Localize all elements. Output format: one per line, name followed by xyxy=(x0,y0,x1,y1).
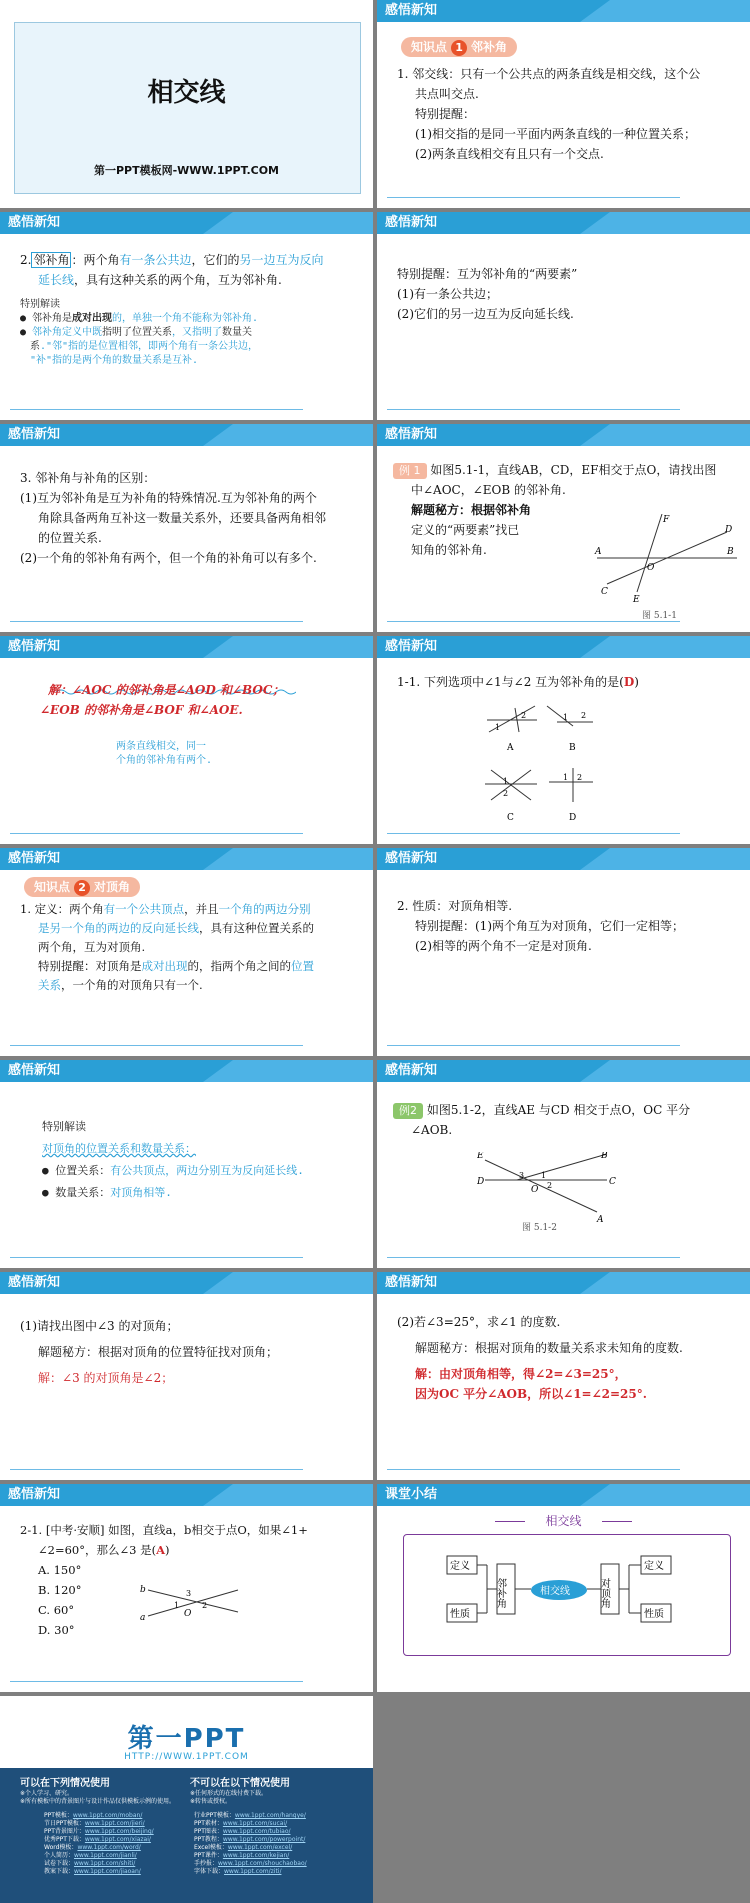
footer-link-row[interactable] xyxy=(194,1844,307,1852)
footer-link-row[interactable] xyxy=(194,1828,307,1836)
slide-header: 感悟新知 xyxy=(0,636,373,658)
footer-panel xyxy=(0,1696,373,1903)
svg-text:对顶角: 对顶角 xyxy=(598,1578,610,1608)
knowledge-tag: 知识点 2 对顶角 xyxy=(24,876,140,897)
svg-text:1: 1 xyxy=(541,1171,547,1180)
example-badge: 例2 xyxy=(393,1103,423,1119)
footer-link[interactable]: www.1ppt.com/sucai/ xyxy=(222,1820,288,1827)
bottom-line xyxy=(10,621,303,622)
svg-text:2: 2 xyxy=(547,1181,553,1190)
bottom-line xyxy=(387,833,680,834)
svg-text:定义: 定义 xyxy=(644,1561,664,1572)
footer-link[interactable]: www.1ppt.com/ziti/ xyxy=(224,1868,282,1875)
svg-text:3: 3 xyxy=(519,1171,525,1180)
point-label: F xyxy=(663,515,670,525)
footer-link-row[interactable] xyxy=(44,1820,154,1828)
slide-header: 课堂小结 xyxy=(377,1484,750,1506)
footer-link-label: 手抄报： xyxy=(194,1860,219,1867)
slide-15[interactable] xyxy=(0,1484,373,1692)
figure-5-1-1 xyxy=(587,514,747,624)
footer-link[interactable]: www.1ppt.com/powerpoint/ xyxy=(222,1836,306,1843)
svg-text:1: 1 xyxy=(495,723,501,732)
footer-link-label: 优秀PPT下载： xyxy=(44,1836,85,1843)
slide-6-body: 例 1 如图5.1-1，直线AB，CD，EF相交于点O，请找出图 中∠AOC，∠EOB 的邻补角. 解题秘方：根据邻补角 定义的“两要素”找已 知角的邻补角. xyxy=(393,460,736,560)
footer-link-label: Word模板： xyxy=(44,1844,78,1851)
slide-14[interactable] xyxy=(377,1272,750,1480)
point-label: O xyxy=(531,1185,539,1195)
summary-title: 相交线 xyxy=(377,1512,750,1529)
slide-10-body: 2. 性质：对顶角相等. 特别提醒：(1)两个角互为对顶角，它们一定相等； (2)相等的两个角不一定是对顶角. xyxy=(397,899,684,953)
footer-link[interactable]: www.1ppt.com/shouchaobao/ xyxy=(218,1860,307,1867)
slide-4[interactable] xyxy=(377,212,750,420)
figure-2-1 xyxy=(138,1580,248,1630)
point-label: C xyxy=(609,1177,616,1187)
footer-logo: 第一PPT xyxy=(127,1724,246,1754)
option-label: D xyxy=(569,813,577,823)
slide-header: 感悟新知 xyxy=(0,1060,373,1082)
footer-link[interactable]: www.1ppt.com/jianli/ xyxy=(74,1852,137,1859)
slide-header: 感悟新知 xyxy=(0,424,373,446)
svg-text:a: a xyxy=(140,1613,146,1623)
option-label: C xyxy=(507,813,514,823)
footer-link-label: PPT教程： xyxy=(194,1836,223,1843)
footer-link[interactable]: www.1ppt.com/shiti/ xyxy=(74,1860,136,1867)
footer-link[interactable]: www.1ppt.com/tubiao/ xyxy=(222,1828,291,1835)
footer-links-right xyxy=(194,1812,307,1876)
svg-text:2: 2 xyxy=(581,711,587,720)
slide-header: 感悟新知 xyxy=(377,1060,750,1082)
slide-header: 感悟新知 xyxy=(0,212,373,234)
option: B. 120° xyxy=(38,1583,82,1597)
footer-link-row[interactable] xyxy=(194,1836,307,1844)
options-figure xyxy=(477,702,597,842)
footer-link-label: 行业PPT模板： xyxy=(194,1812,235,1819)
point-label: E xyxy=(633,595,640,605)
footer-link[interactable]: www.1ppt.com/moban/ xyxy=(72,1812,143,1819)
text-line: 共点叫交点. xyxy=(415,87,479,101)
bottom-line xyxy=(387,409,680,410)
slide-8[interactable] xyxy=(377,636,750,844)
slide-5-body: 3. 邻补角与补角的区别： (1)互为邻补角是互为补角的特殊情况.互为邻补角的两个 角除具备两角互补这一数量关系外，还要具备两角相邻 的位置关系. (2)一个角的邻补角有两个，但一个角的补角可以有多个. xyxy=(20,471,327,565)
footer-link-row[interactable] xyxy=(44,1836,154,1844)
footer-link-label: 节日PPT模板： xyxy=(44,1820,85,1827)
point-label: C xyxy=(601,587,608,597)
slide-3[interactable] xyxy=(0,212,373,420)
point-label: D xyxy=(477,1177,485,1187)
slide-5[interactable] xyxy=(0,424,373,632)
svg-text:定义: 定义 xyxy=(450,1561,470,1572)
slide-header: 感悟新知 xyxy=(0,1272,373,1294)
answer: A xyxy=(156,1543,166,1557)
footer-url: HTTP://WWW.1PPT.COM xyxy=(124,1752,249,1762)
slide-header: 感悟新知 xyxy=(0,848,373,870)
footer-link[interactable]: www.1ppt.com/hangye/ xyxy=(234,1812,306,1819)
text-line: (1)相交指的是同一平面内两条直线的一种位置关系； xyxy=(415,127,697,141)
footer-link-label: PPT模板： xyxy=(44,1812,73,1819)
footer-link-row[interactable] xyxy=(44,1828,154,1836)
svg-text:2: 2 xyxy=(503,789,509,798)
term-box: 邻补角 xyxy=(33,253,70,267)
footer-link[interactable]: www.1ppt.com/jiaoan/ xyxy=(74,1868,141,1875)
svg-text:1: 1 xyxy=(503,777,509,786)
footer-link[interactable]: www.1ppt.com/xiazai/ xyxy=(84,1836,151,1843)
slide-14-body: (2)若∠3=25°，求∠1 的度数. 解题秘方：根据对顶角的数量关系求未知角的度数. 解：由对顶角相等，得∠2=∠3=25°， 因为OC 平分∠AOB，所以∠1=∠2=25°. xyxy=(397,1315,683,1401)
svg-text:性质: 性质 xyxy=(450,1609,470,1620)
svg-text:3: 3 xyxy=(186,1589,192,1598)
slide-9-body: 1. 定义：两个角有一个公共顶点，并且一个角的两边分别 是另一个角的两边的反向延长线，具有这种位置关系的 两个角，互为对顶角. 特别提醒：对顶角是成对出现的，指两个角之间的位置 关系，一个角的对顶角只有一个. xyxy=(20,902,314,992)
slide-16-summary[interactable] xyxy=(377,1484,750,1692)
point-label: B xyxy=(601,1152,608,1161)
svg-text:2: 2 xyxy=(521,711,527,720)
footer-link-row[interactable] xyxy=(194,1860,307,1868)
footer-link-row[interactable] xyxy=(194,1820,307,1828)
point-label: A xyxy=(595,547,602,557)
svg-text:1: 1 xyxy=(563,713,569,722)
footer-info: 可以在下列情况使用 ※个人学习、研究。 ※所有模板中的背景图片与设计作品仅供模板示例的使用。 不可以在以下情况使用 ※任何形式的在线付费下载。 ※转售或授权。 PPT模板：www.1ppt.com/moban/ 节日PPT模板：www.1ppt.com/jieri/ PPT背景图片：www.1ppt.com/beijing/ 优秀PPT下载：www.1ppt.com/xiazai/ Word模板：www.1ppt.com/word/ 个人简历：www.1ppt.com/jianli/ 试卷下载：www.1ppt.com/shiti/ 教案下载：www.1ppt.com/jiaoan/ 行业PPT模板：www.1ppt.com/hangye/ PPT素材：www.1ppt.com/sucai/ PPT图表：www.1ppt.com/tubiao/ PPT教程：www.1ppt.com/powerpoint/ Excel模板：www.1ppt.com/excel/ PPT课件：www.1ppt.com/kejian/ 手抄报：www.1ppt.com/shouchaobao/ 字体下载：www.1ppt.com/ziti/ xyxy=(0,1768,373,1903)
bottom-line xyxy=(387,1045,680,1046)
svg-text:邻补角: 邻补角 xyxy=(494,1578,506,1608)
bottom-line xyxy=(387,197,680,198)
slide-12[interactable] xyxy=(377,1060,750,1268)
text-line: (2)两条直线相交有且只有一个交点. xyxy=(415,147,604,161)
bottom-line xyxy=(10,1469,303,1470)
knowledge-tag: 知识点 1 邻补角 xyxy=(401,36,517,57)
slide-15-body: 2-1. [中考·安顺] 如图，直线a，b相交于点O，如果∠1+ ∠2=60°，那么∠3 是(A) A. 150° B. 120° C. 60° D. 30° xyxy=(20,1520,359,1640)
bottom-line xyxy=(387,1257,680,1258)
slide-header: 感悟新知 xyxy=(377,212,750,234)
slide-3-body: 2. 邻补角 ：两个角有一条公共边，它们的另一边互为反向 延长线，具有这种关系的两个角，互为邻补角. 特别解读 ● 邻补角是成对出现的，单独一个角不能称为邻补角. ● 邻补角定义中既指明了位置关系，又指明了数量关 系."邻"指的是位置相邻，即两个角有一条公共边， "补"指的是两个角的数量关系是互补. xyxy=(20,253,324,366)
bottom-line xyxy=(10,409,303,410)
text-line: 特别提醒： xyxy=(415,107,476,121)
option: D. 30° xyxy=(38,1623,75,1637)
footer-links-left xyxy=(44,1812,154,1876)
answer: D xyxy=(623,675,635,689)
footer-link-label: 试卷下载： xyxy=(44,1860,75,1867)
svg-text:相交线: 相交线 xyxy=(540,1586,570,1597)
example-badge: 例 1 xyxy=(393,463,427,479)
footer-link-row[interactable] xyxy=(44,1812,154,1820)
footer-link-row[interactable] xyxy=(194,1852,307,1860)
bottom-line xyxy=(10,833,303,834)
text-line: 1. 邻交线：只有一个公共点的两条直线是相交线，这个公 xyxy=(397,67,701,81)
bottom-line xyxy=(10,1257,303,1258)
footer-link-label: PPT课件： xyxy=(194,1852,223,1859)
slide-header: 感悟新知 xyxy=(377,424,750,446)
slide-header: 感悟新知 xyxy=(377,636,750,658)
footer-link-label: PPT素材： xyxy=(194,1820,223,1827)
option-label: A xyxy=(507,743,514,753)
svg-text:O: O xyxy=(184,1609,192,1619)
slide-11[interactable] xyxy=(0,1060,373,1268)
slide-7[interactable] xyxy=(0,636,373,844)
option: C. 60° xyxy=(38,1603,75,1617)
footer-link-row[interactable] xyxy=(44,1852,154,1860)
slide-9[interactable] xyxy=(0,848,373,1056)
slide-13-body: (1)请找出图中∠3 的对顶角； 解题秘方：根据对顶角的位置特征找对顶角； 解：∠3 的对顶角是∠2； xyxy=(20,1319,279,1385)
footer-link-row[interactable] xyxy=(194,1868,307,1876)
point-label: A xyxy=(597,1215,604,1225)
slide-12-body: 例2 如图5.1-2，直线AE 与CD 相交于点O，OC 平分 ∠AOB. xyxy=(393,1100,736,1140)
bottom-line xyxy=(10,1681,303,1682)
slide-13[interactable] xyxy=(0,1272,373,1480)
option: A. 150° xyxy=(38,1563,82,1577)
slide-2[interactable] xyxy=(377,0,750,208)
bottom-line xyxy=(387,1469,680,1470)
svg-text:1: 1 xyxy=(563,773,569,782)
footer-link[interactable]: www.1ppt.com/jieri/ xyxy=(84,1820,145,1827)
slide-2-body xyxy=(397,64,736,164)
bottom-line xyxy=(10,1045,303,1046)
footer-link[interactable]: www.1ppt.com/kejian/ xyxy=(222,1852,290,1859)
svg-text:1: 1 xyxy=(174,1601,180,1610)
option-label: B xyxy=(569,743,576,753)
slide-header: 感悟新知 xyxy=(377,848,750,870)
point-label: D xyxy=(725,525,733,535)
footer-link-label: 教案下载： xyxy=(44,1868,75,1875)
slide-11-body: 特别解读 对顶角的位置关系和数量关系： ● 位置关系：有公共顶点，两边分别互为反向延长线. ● 数量关系：对顶角相等. xyxy=(42,1120,304,1199)
slide-8-body: 1-1. 下列选项中∠1与∠2 互为邻补角的是(D) xyxy=(397,675,639,689)
slide-cover[interactable] xyxy=(0,0,373,208)
footer-link-row[interactable] xyxy=(44,1860,154,1868)
footer-link-label: Excel模板： xyxy=(194,1844,228,1851)
footer-link-row[interactable] xyxy=(194,1812,307,1820)
figure-caption: 图 5.1-1 xyxy=(642,611,677,621)
slide-header: 感悟新知 xyxy=(377,0,750,22)
cover-title: 相交线 xyxy=(147,78,226,108)
slide-10[interactable] xyxy=(377,848,750,1056)
footer-link[interactable]: www.1ppt.com/beijing/ xyxy=(84,1828,154,1835)
annotation-note: 两条直线相交，同一 个角的邻补角有两个. xyxy=(116,741,213,766)
slide-7-body: 解：∠AOC 的邻补角是∠AOD 和∠BOC； ∠EOB 的邻补角是∠BOF 和∠AOE. xyxy=(40,683,285,717)
slide-header: 感悟新知 xyxy=(377,1272,750,1294)
figure-5-1-2 xyxy=(477,1152,617,1232)
summary-mindmap xyxy=(403,1534,729,1654)
slide-header: 感悟新知 xyxy=(0,1484,373,1506)
footer-link-label: PPT图表： xyxy=(194,1828,223,1835)
slide-6[interactable] xyxy=(377,424,750,632)
footer-link[interactable]: www.1ppt.com/word/ xyxy=(77,1844,141,1851)
svg-text:2: 2 xyxy=(202,1601,208,1610)
footer-link-label: PPT背景图片： xyxy=(44,1828,85,1835)
footer-link-label: 个人简历： xyxy=(44,1852,75,1859)
point-label: E xyxy=(477,1152,484,1161)
bottom-line xyxy=(387,621,680,622)
point-label: B xyxy=(727,547,734,557)
footer-link-row[interactable] xyxy=(44,1868,154,1876)
svg-text:性质: 性质 xyxy=(644,1609,664,1620)
footer-link-label: 字体下载： xyxy=(194,1868,225,1875)
figure-caption: 图 5.1-2 xyxy=(522,1223,557,1232)
svg-text:b: b xyxy=(140,1585,146,1595)
footer-link-row[interactable] xyxy=(44,1844,154,1852)
cover-subtitle: 第一PPT模板网-WWW.1PPT.COM xyxy=(93,164,280,177)
slide-4-body: 特别提醒：互为邻补角的“两要素” (1)有一条公共边； (2)它们的另一边互为反向延长线. xyxy=(397,267,578,321)
footer-link[interactable]: www.1ppt.com/excel/ xyxy=(227,1844,293,1851)
point-label: O xyxy=(647,563,655,573)
svg-text:2: 2 xyxy=(577,773,583,782)
